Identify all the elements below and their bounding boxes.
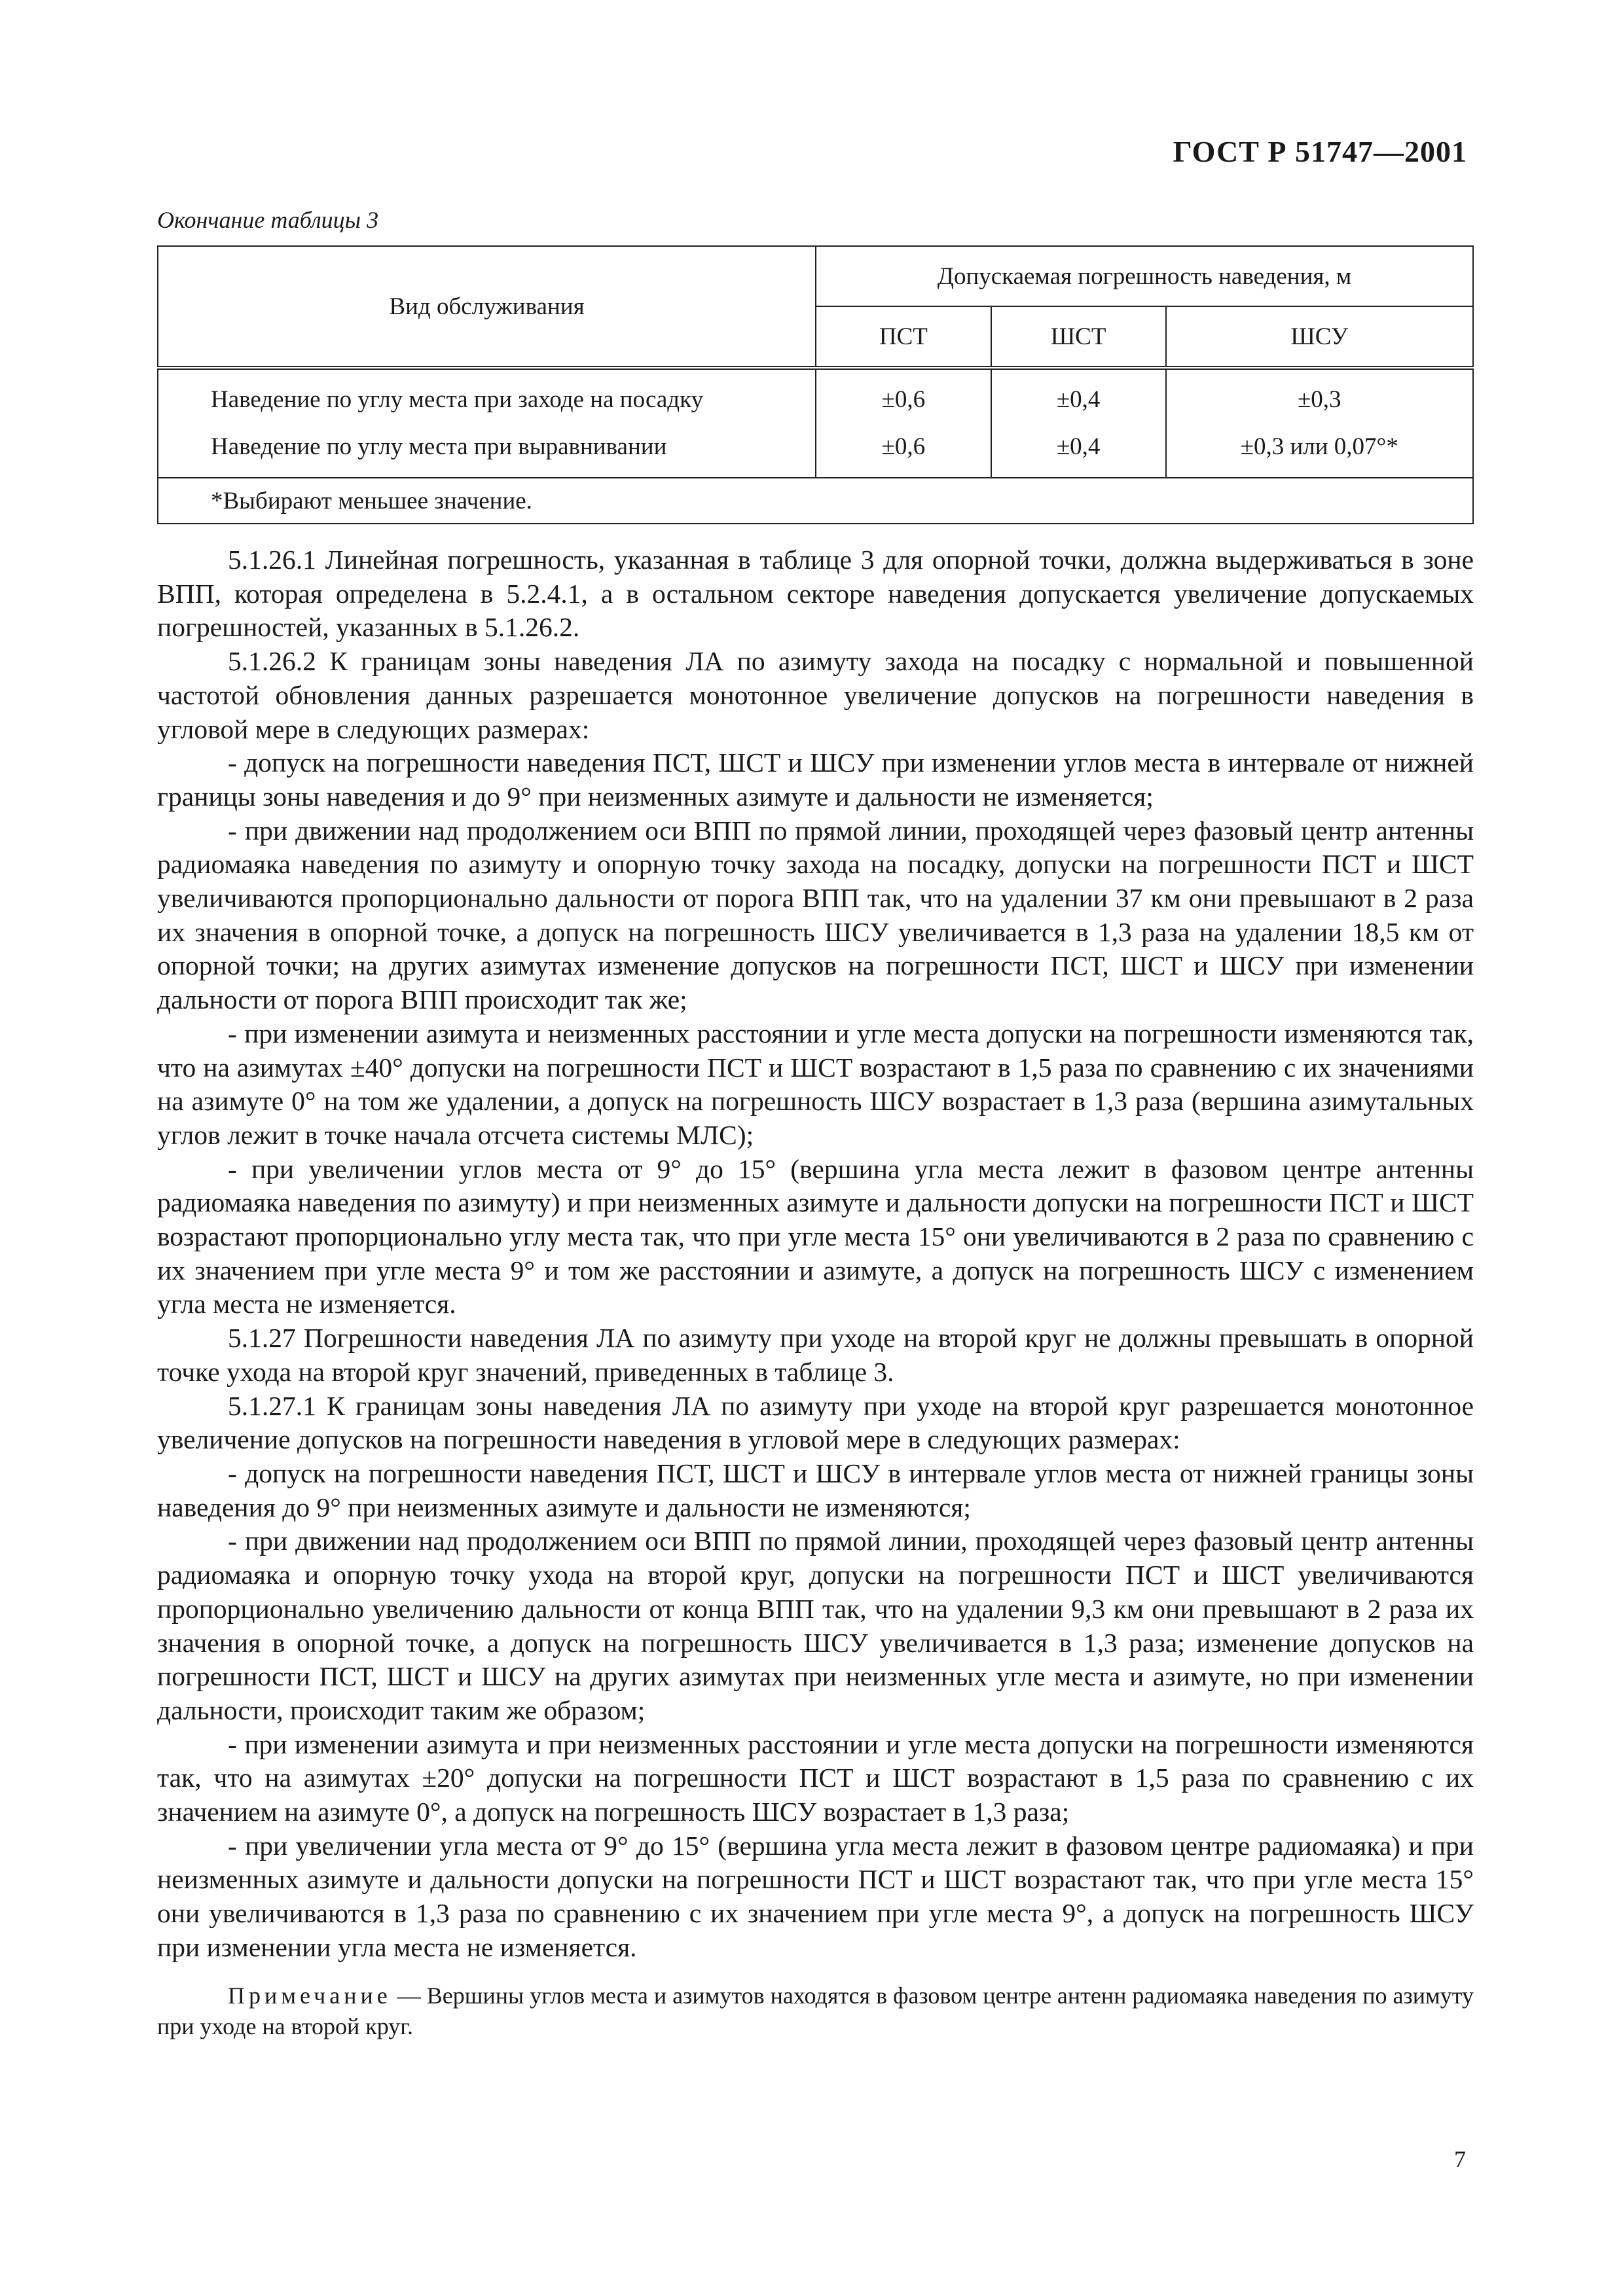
note-text: — Вершины углов места и азимутов находятся в фазовом центре антенн радиомаяка наведения по азимуту при уходе на второй круг.	[157, 1982, 1474, 2039]
paragraph-5-1-26-1: 5.1.26.1 Линейная погрешность, указанная в таблице 3 для опорной точки, должна выдерживаться в зоне ВПП, которая определена в 5.2.4.1, а в остальном секторе наведения допускается увеличение допускаемых погрешностей, указанных в 5.1.26.2.	[157, 545, 1474, 643]
value-shst: ±0,4	[991, 423, 1166, 478]
header-shst: ШСТ	[991, 306, 1166, 368]
value-shsu: ±0,3	[1166, 368, 1474, 423]
list-item: - при увеличении угла места от 9° до 15° (вершина угла места лежит в фазовом центре радиомаяка) и при неизменных азимуте и дальности допуски на погрешности ПСТ и ШСТ возрастают так, что при угле места 15° они увеличиваются в 1,3 раза по сравнению с их значением при угле места 9°, а допуск на погрешность ШСУ при изменении угла места не изменяется.	[157, 1830, 1474, 1962]
list-item: - при движении над продолжением оси ВПП по прямой линии, проходящей через фазовый центр антенны радиомаяка наведения по азимуту и опорную точку захода на посадку, допуски на погрешности ПСТ и ШСТ увеличиваются пропорционально дальности от порога ВПП так, что на удалении 37 км они превышают в 2 раза их значения в опорной точке, а допуск на погрешность ШСУ увеличивается в 1,3 раза на удалении 18,5 км от опорной точки; на других азимутах изменение допусков на погрешности ПСТ, ШСТ и ШСУ при изменении дальности от порога ВПП происходит так же;	[157, 815, 1474, 1015]
value-pst: ±0,6	[816, 423, 991, 478]
list-item: - при увеличении углов места от 9° до 15° (вершина угла места лежит в фазовом центре антенны радиомаяка наведения по азимуту) и при неизменных азимуте и дальности допуски на погрешности ПСТ и ШСТ возрастают пропорционально углу места так, что при угле места 15° они увеличиваются в 2 раза по сравнению с их значением при угле места 9° и том же расстоянии и азимуте, а допуск на погрешность ШСУ с изменением угла места не изменяется.	[157, 1153, 1474, 1319]
paragraph-5-1-26-2: 5.1.26.2 К границам зоны наведения ЛА по азимуту захода на посадку с нормальной и повышенной частотой обновления данных разрешается монотонное увеличение допусков на погрешности наведения в угловой мере в следующих размерах:	[157, 646, 1474, 744]
table-row	[158, 423, 1473, 478]
header-shsu: ШСУ	[1166, 306, 1474, 368]
list-item: - допуск на погрешности наведения ПСТ, ШСТ и ШСУ в интервале углов места от нижней границы зоны наведения до 9° при неизменных азимуте и дальности не изменяются;	[157, 1458, 1474, 1522]
header-pst: ПСТ	[816, 306, 991, 368]
table-caption: Окончание таблицы 3	[157, 207, 379, 233]
paragraph-5-1-27: 5.1.27 Погрешности наведения ЛА по азимуту при уходе на второй круг не должны превышать в опорной точке ухода на второй круг значений, приведенных в таблице 3.	[157, 1323, 1474, 1387]
row-name: Наведение по углу места при заходе на посадку	[158, 368, 816, 423]
table-row	[158, 368, 1473, 423]
row-name: Наведение по углу места при выравнивании	[158, 423, 816, 478]
paragraph-5-1-27-1: 5.1.27.1 К границам зоны наведения ЛА по азимуту при уходе на второй круг разрешается монотонное увеличение допусков на погрешности наведения в угловой мере в следующих размерах:	[157, 1390, 1474, 1455]
page-number: 7	[1454, 2146, 1466, 2172]
value-shsu: ±0,3 или 0,07°*	[1166, 423, 1474, 478]
body-text	[157, 543, 1474, 2042]
table-footnote: *Выбирают меньшее значение.	[158, 478, 1473, 524]
note	[157, 1981, 1474, 2042]
list-item: - при изменении азимута и неизменных расстоянии и угле места допуски на погрешности изменяются так, что на азимутах ±40° допуски на погрешности ПСТ и ШСТ возрастают в 1,5 раза по сравнению с их значениями на азимуте 0° на том же удалении, а допуск на погрешность ШСУ возрастает в 1,3 раза (вершина азимутальных углов лежит в точке начала отсчета системы МЛС);	[157, 1018, 1474, 1150]
value-shst: ±0,4	[991, 368, 1166, 423]
document-header: ГОСТ Р 51747—2001	[1173, 135, 1467, 168]
header-tolerance-group: Допускаемая погрешность наведения, м	[816, 246, 1473, 306]
list-item: - допуск на погрешности наведения ПСТ, ШСТ и ШСУ при изменении углов места в интервале от нижней границы зоны наведения и до 9° при неизменных азимуте и дальности не изменяется;	[157, 747, 1474, 812]
header-service-type: Вид обслуживания	[158, 246, 816, 368]
tolerance-table	[157, 245, 1474, 524]
value-pst: ±0,6	[816, 368, 991, 423]
list-item: - при движении над продолжением оси ВПП по прямой линии, проходящей через фазовый центр антенны радиомаяка и опорную точку ухода на второй круг, допуски на погрешности ПСТ и ШСТ увеличиваются пропорционально увеличению дальности от конца ВПП так, что на удалении 9,3 км они превышают в 2 раза их значения в опорной точке, а допуск на погрешность ШСУ увеличивается в 1,3 раза; изменение допусков на погрешности ПСТ, ШСТ и ШСУ на других азимутах при неизменных угле места и азимуте, но при изменении дальности, происходит таким же образом;	[157, 1526, 1474, 1725]
note-label: Примечание	[228, 1982, 392, 2009]
list-item: - при изменении азимута и при неизменных расстоянии и угле места допуски на погрешности изменяются так, что на азимутах ±20° допуски на погрешности ПСТ и ШСТ возрастают в 1,5 раза по сравнению с их значением на азимуте 0°, а допуск на погрешность ШСУ возрастает в 1,3 раза;	[157, 1729, 1474, 1827]
